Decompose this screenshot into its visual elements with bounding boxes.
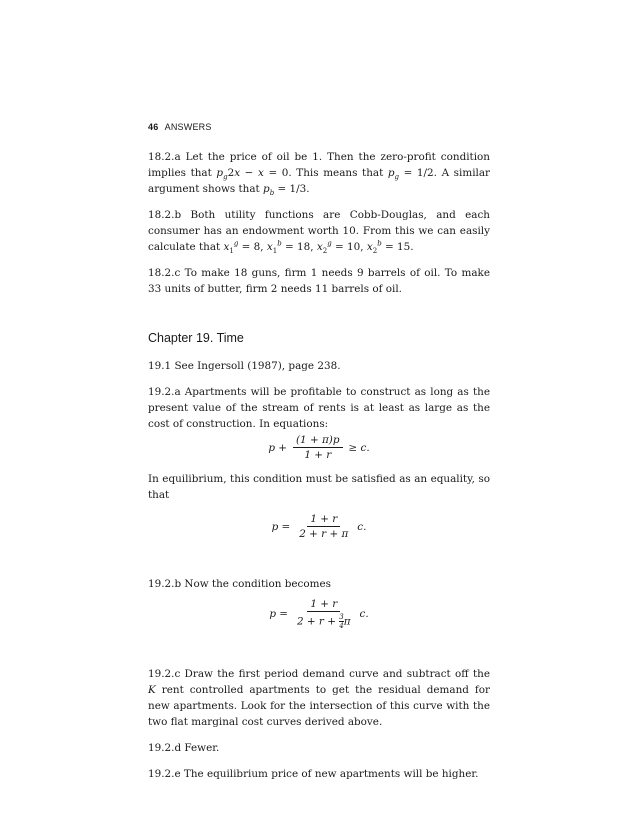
answer-19-2-d: 19.2.d Fewer. <box>148 742 220 754</box>
eq1-numerator: (1 + π)p <box>293 434 343 448</box>
page-number: 46 <box>148 122 159 132</box>
equation-3 <box>148 598 490 630</box>
answer-19-2-e: 19.2.e The equilibrium price of new apartments will be higher. <box>148 768 479 780</box>
spacer <box>148 640 490 666</box>
answer-18-2-a: 18.2.a Let the price of oil be 1. Then the zero-profit condition implies that $p_g2x - x = 0$. This means that $p_g = 1/2$. A similar argument shows that $p_b = 1/3$. <box>148 151 490 198</box>
answer-18-2-b: 18.2.b Both utility functions are Cobb-Douglas, and each consumer has an endowment worth 10. From this we can easily calculate that $x_1^g = 8$, $x_1^b = 18$, $x_2^g = 10$, $x_2^b = 15$. <box>148 209 490 256</box>
eq3-fraction <box>294 598 354 630</box>
equation-1 <box>148 434 490 461</box>
eq1-denominator: 1 + r <box>304 449 332 461</box>
page-content <box>148 122 490 792</box>
eq3-den-prefix: 2 + r + <box>297 615 336 628</box>
answer-19-2-a: 19.2.a Apartments will be profitable to construct as long as the present value of the stream of rents is at least as large as the cost of construction. In equations: <box>148 386 490 430</box>
eq3-rhs: c. <box>359 608 369 620</box>
chapter-title: Chapter 19. Time <box>148 331 244 345</box>
eq2-numerator: 1 + r <box>307 513 340 527</box>
eq3-denominator <box>294 612 354 630</box>
running-head <box>148 122 490 132</box>
answer-19-1: 19.1 See Ingersoll (1987), page 238. <box>148 360 341 372</box>
eq2-denominator: 2 + r + π <box>299 528 349 540</box>
answer-19-2-b: 19.2.b Now the condition becomes <box>148 578 331 590</box>
spacer <box>148 550 490 576</box>
eq3-den-suffix: π <box>343 615 351 628</box>
answer-18-2-c: 18.2.c To make 18 guns, firm 1 needs 9 barrels of oil. To make 33 units of butter, firm 2 needs 11 barrels of oil. <box>148 267 490 295</box>
eq3-small-num: 3 <box>339 613 344 621</box>
section-label: ANSWERS <box>164 122 212 132</box>
answer-19-2-c: 19.2.c Draw the first period demand curve and subtract off the K rent controlled apartments to get the residual demand for new apartments. Look for the intersection of this curve with the two flat marginal cost curves derived above. <box>148 668 490 728</box>
eq2-lhs: p = <box>271 520 291 533</box>
eq3-lhs: p = <box>269 608 288 620</box>
equation-2 <box>148 513 490 540</box>
eq1-rhs: ≥ c. <box>348 441 370 454</box>
equilibrium-text: In equilibrium, this condition must be satisfied as an equality, so that <box>148 473 490 501</box>
eq3-numerator: 1 + r <box>307 598 340 612</box>
eq3-small-den: 4 <box>339 622 344 630</box>
eq1-fraction <box>293 434 343 461</box>
eq2-fraction <box>296 513 351 540</box>
eq1-lhs: p + <box>268 441 287 454</box>
eq2-rhs: c. <box>357 520 367 533</box>
